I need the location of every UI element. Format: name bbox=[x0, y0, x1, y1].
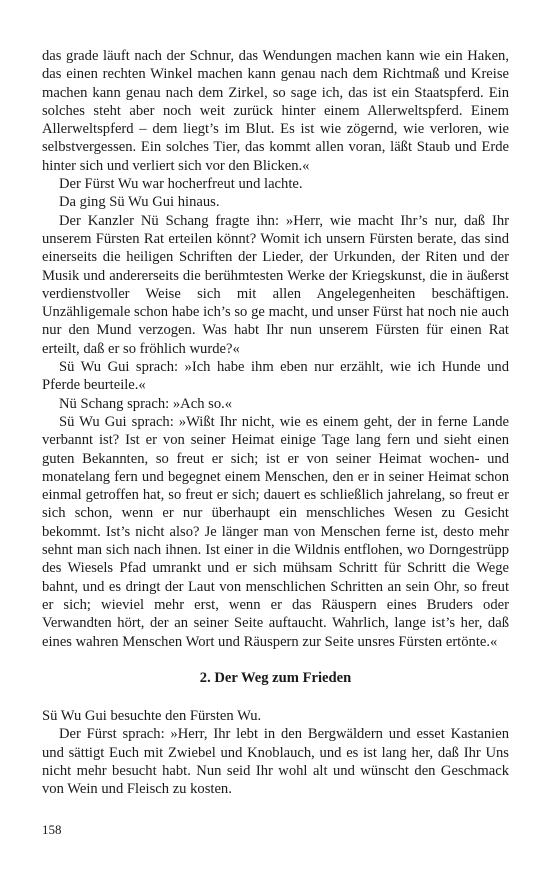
paragraph: Sü Wu Gui sprach: »Wißt Ihr nicht, wie es einem geht, der in ferne Lande verbannt ist? Ist er von seiner Heimat einige Tage lang fern und sieht einen guten Bekannten, so freut er sich; ist er von seiner Heimat wochen- und monatelang fern und begegnet einem Menschen, den er in seiner Heimat schon einmal getroffen hat, so freut er sich; dauert es schließlich jahrelang, so freut er sich schon, wenn er nur überhaupt ein menschliches Wesen zu Gesicht bekommt. Ist’s nicht also? Je länger man von Menschen ferne ist, desto mehr sehnt man sich nach ihnen. Ist einer in die Wildnis entflohen, wo Dorngestrüpp des Wiesels Pfad umrankt und er sich mühsam Schritt für Schritt die Wege bahnt, und es dringt der Laut von menschlichen Schritten an sein Ohr, so freut er sich; wieviel mehr erst, wenn er das Räuspern eines Bruders oder Verwandten hört, der an seiner Seite auftaucht. Wahrlich, lange ist’s her, daß eines wahren Menschen Wort und Räuspern zur Seite unsres Fürsten ertönte.« bbox=[42, 413, 509, 650]
paragraph: Der Fürst Wu war hocherfreut und lachte. bbox=[59, 176, 303, 193]
paragraph: Der Fürst sprach: »Herr, Ihr lebt in den Bergwäldern und esset Kastanien und sättigt Euch mit Zwiebel und Knoblauch, und es ist lang her, daß Ihr Uns nicht mehr besucht habt. Nun seid Ihr wohl alt und wünscht den Geschmack von Wein und Fleisch zu kosten. bbox=[42, 726, 509, 798]
paragraph: Nü Schang sprach: »Ach so.« bbox=[59, 395, 233, 412]
paragraph: Sü Wu Gui besuchte den Fürsten Wu. bbox=[42, 708, 262, 725]
paragraph-continued: das grade läuft nach der Schnur, das Wendungen machen kann wie ein Haken, das einen rechten Winkel machen kann genau nach dem Richtmaß und Kreise machen kann genau nach dem Zirkel, so sage ich, das ist ein Staatspferd. Ein solches steht aber noch weit zurück hinter einem Allerweltspferd. Einem Allerweltspferd – dem liegt’s im Blut. Es ist wie zögernd, wie verloren, wie selbstvergessen. Ein solches Tier, das kommt allen voran, läßt Staub und Erde hinter sich und verliert sich vor den Blicken.« bbox=[42, 48, 509, 174]
paragraph: Da ging Sü Wu Gui hinaus. bbox=[59, 194, 220, 211]
section-heading: 2. Der Weg zum Frieden bbox=[199, 669, 352, 686]
page-text-block bbox=[42, 47, 509, 799]
page-number: 158 bbox=[42, 822, 62, 837]
paragraph: Sü Wu Gui sprach: »Ich habe ihm eben nur erzählt, wie ich Hunde und Pferde beurteile.« bbox=[42, 359, 509, 394]
paragraph: Der Kanzler Nü Schang fragte ihn: »Herr, wie macht Ihr’s nur, daß Ihr unserem Fürsten Rat erteilen könnt? Womit ich unsern Fürsten berate, das sind einerseits die heiligen Schriften der Lieder, der Urkunden, der Riten und der Musik und andererseits die berühmtesten Werke der Kriegskunst, die in äußerst verdienstvoller Weise sich mit allen Angelegenheiten beschäftigen. Unzähligemale schon habe ich’s so ge macht, und unser Fürst hat noch nie auch nur den Mund verzogen. Was habt Ihr nun unserem Fürsten für einen Rat erteilt, daß er so fröhlich wurde?« bbox=[42, 212, 509, 357]
